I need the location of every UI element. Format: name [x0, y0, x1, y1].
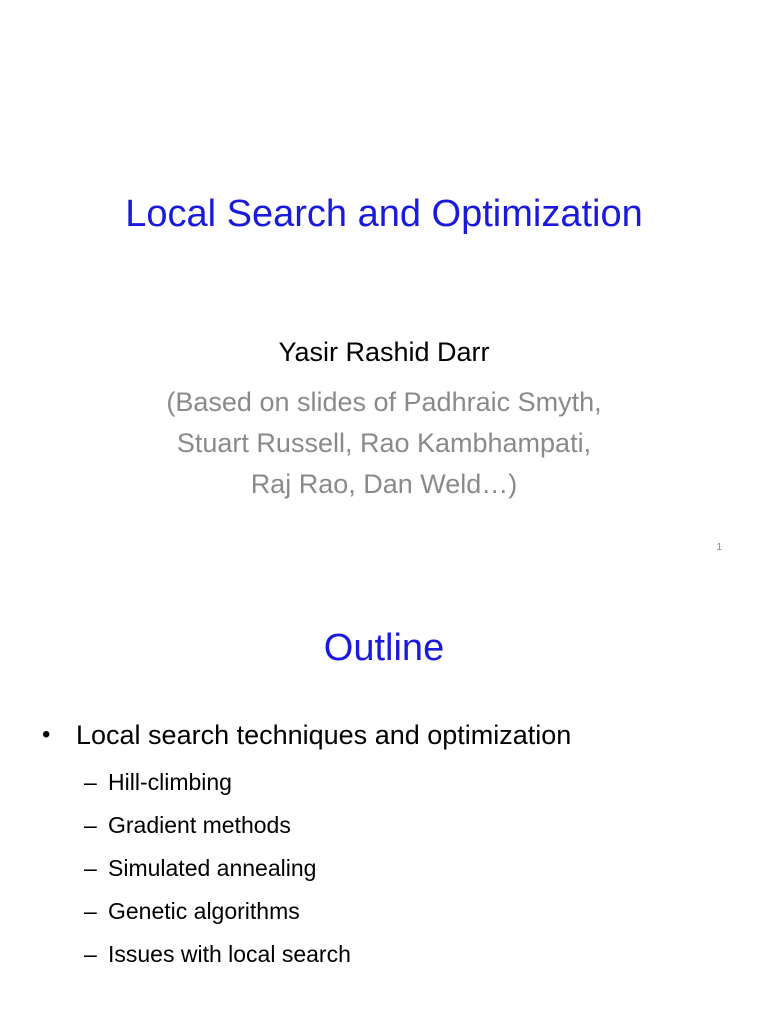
sub-bullet-text: Simulated annealing [108, 855, 317, 881]
sub-bullet-item [84, 890, 732, 933]
sub-bullet-text: Issues with local search [108, 941, 351, 967]
slide-credits [0, 382, 768, 505]
author-name: Yasir Rashid Darr [278, 337, 490, 367]
slide-title: Outline [323, 627, 445, 669]
sub-bullet-marker: – [84, 898, 97, 924]
bullet-list [42, 718, 732, 976]
sub-bullet-marker: – [84, 855, 97, 881]
sub-bullet-text: Genetic algorithms [108, 898, 300, 924]
credits-line: (Based on slides of Padhraic Smyth, [166, 387, 602, 417]
bullet-marker: • [42, 721, 51, 748]
sub-bullet-item [84, 847, 732, 890]
sub-bullet-text: Gradient methods [108, 812, 291, 838]
credits-line: Raj Rao, Dan Weld…) [250, 469, 518, 499]
bullet-text: Local search techniques and optimization [76, 720, 572, 750]
sub-bullet-text: Hill-climbing [108, 769, 232, 795]
sub-bullet-marker: – [84, 812, 97, 838]
page-number: 1 [716, 542, 722, 553]
credits-line: Stuart Russell, Rao Kambhampati, [176, 428, 592, 458]
outline-slide [0, 576, 768, 1024]
sub-bullet-item [84, 933, 732, 976]
sub-bullet-marker: – [84, 769, 97, 795]
sub-bullet-item [84, 804, 732, 847]
bullet-item [42, 718, 732, 976]
sub-bullet-item [84, 761, 732, 804]
sub-bullet-marker: – [84, 941, 97, 967]
sub-bullet-list [76, 761, 732, 976]
slide-title: Local Search and Optimization [125, 193, 643, 235]
